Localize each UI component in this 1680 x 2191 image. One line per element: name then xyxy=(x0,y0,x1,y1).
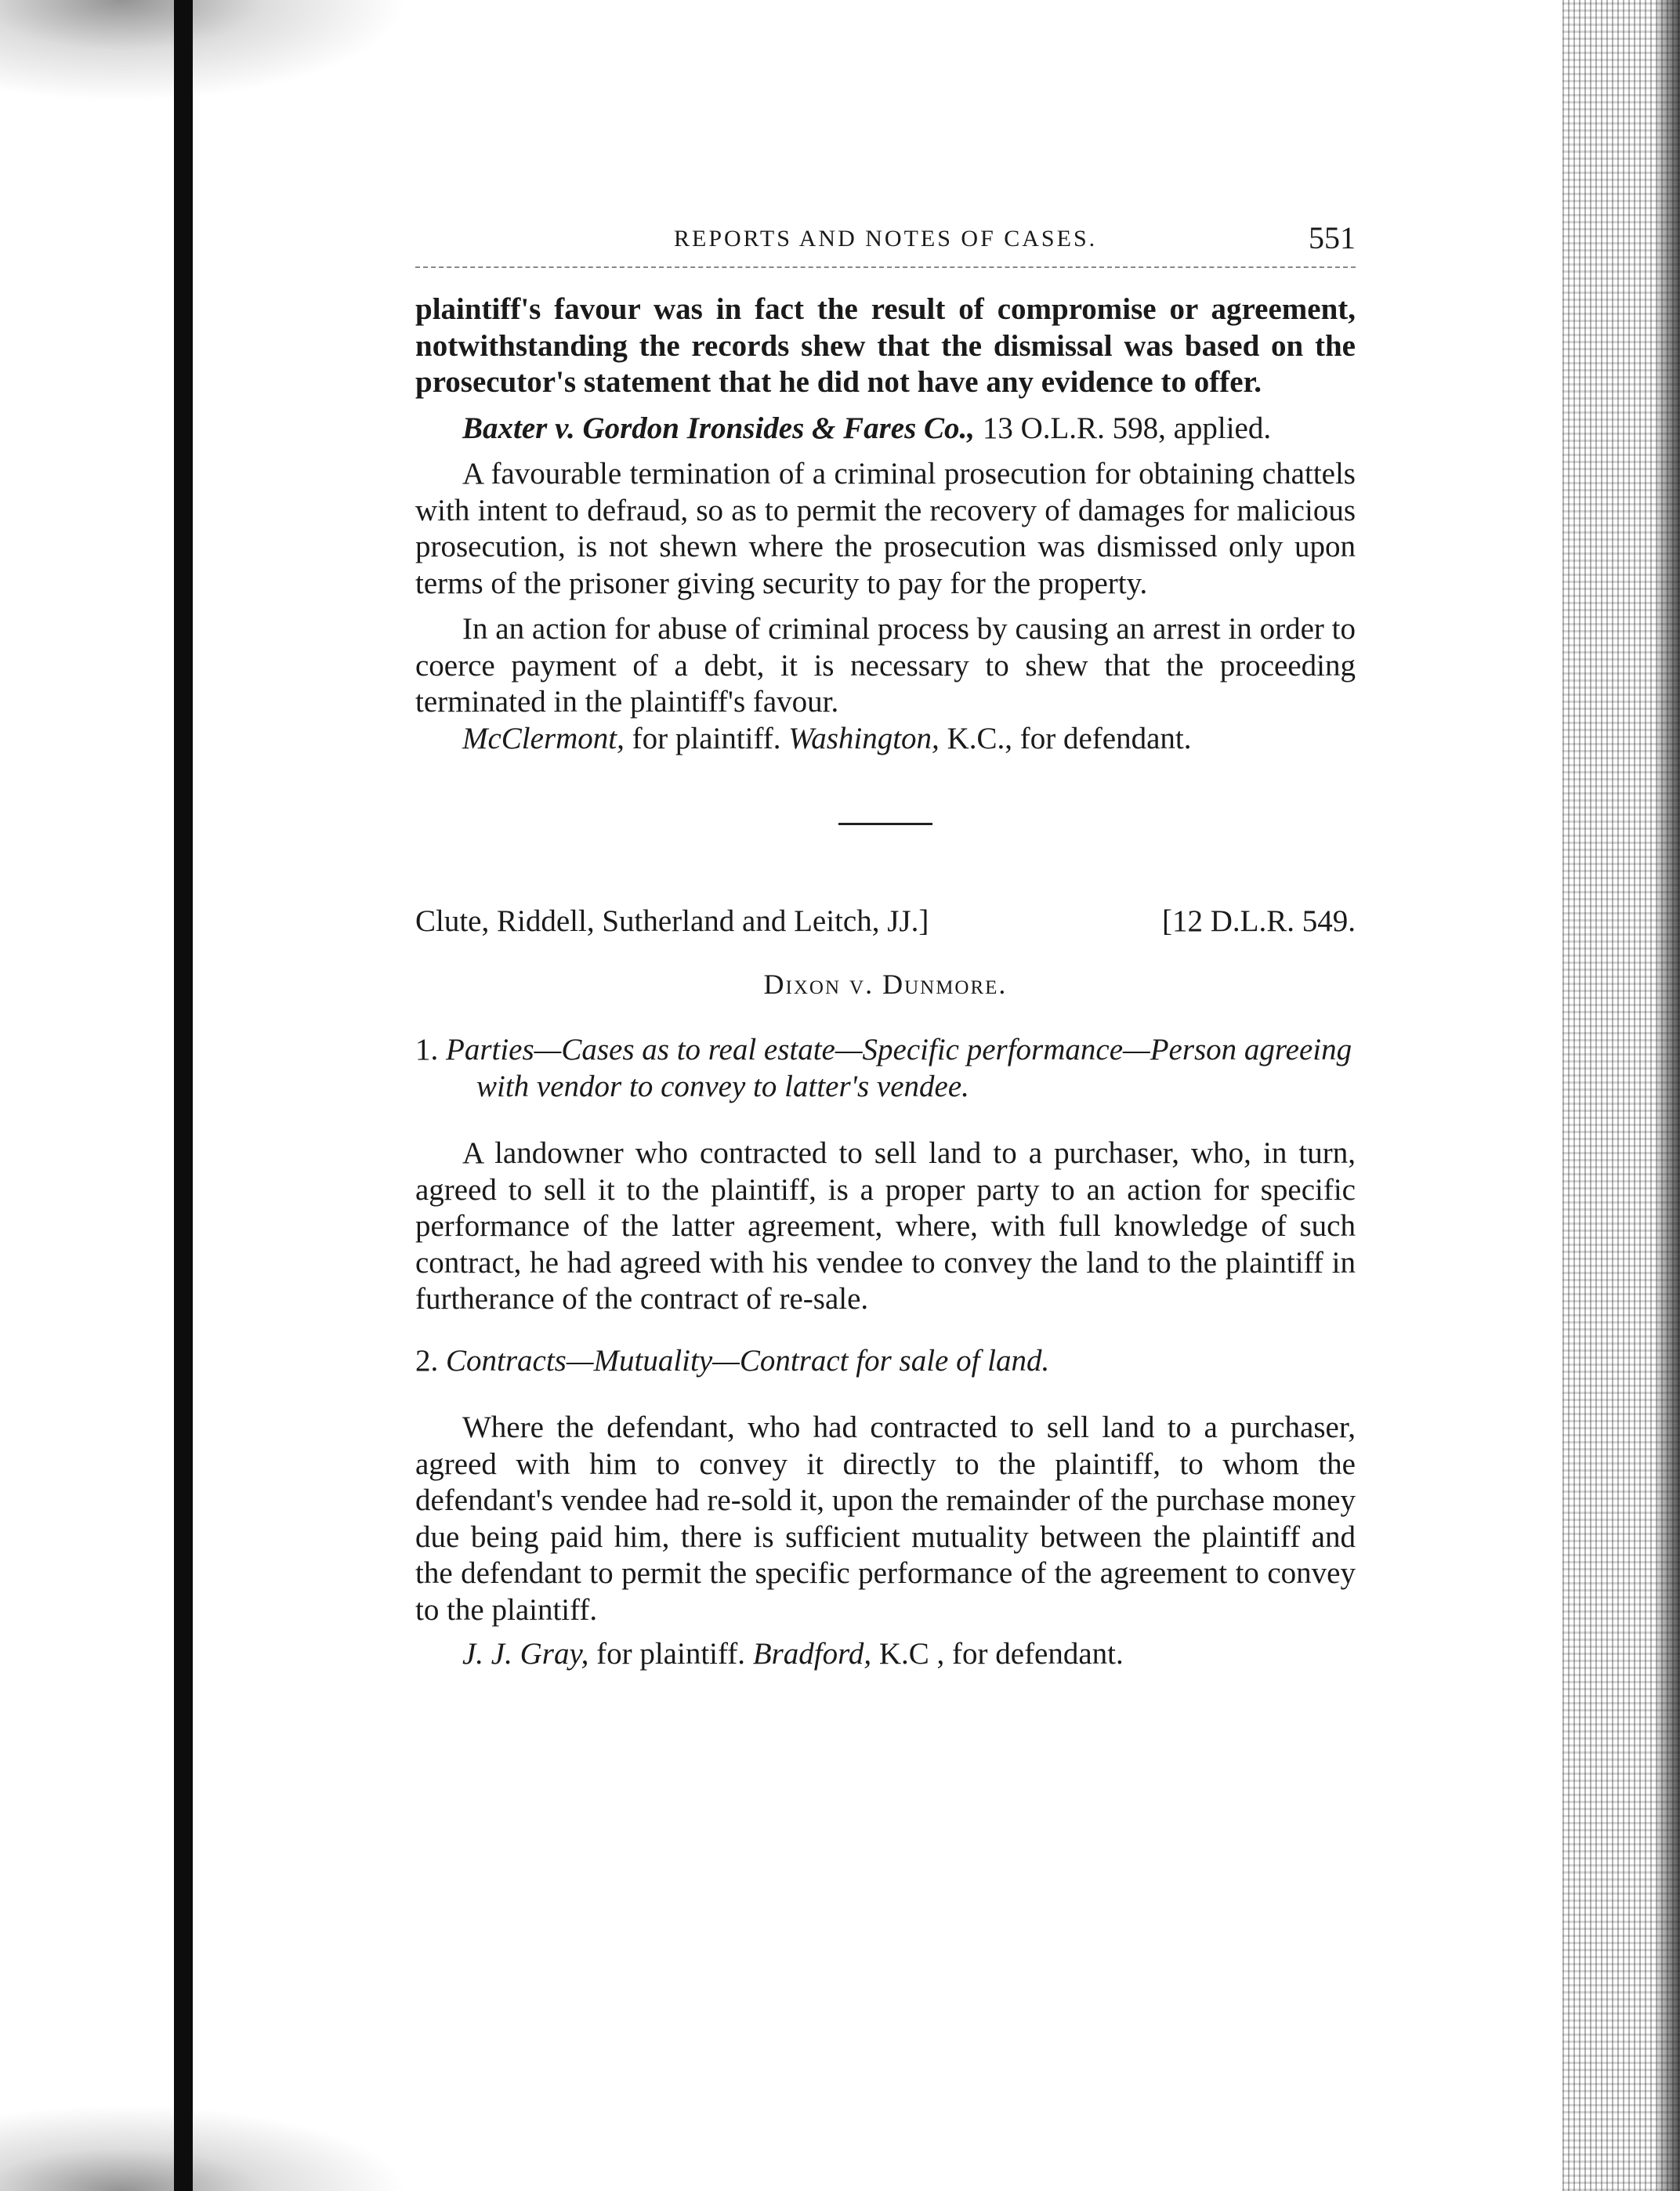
case1-counsel-defendant-role: K.C., for defendant. xyxy=(939,721,1192,755)
court-judges: Clute, Riddell, Sutherland and Leitch, JJ.] xyxy=(415,904,929,938)
page-number: 551 xyxy=(1309,220,1356,255)
headnote-2-heading xyxy=(415,1343,1356,1380)
case1-counsel-plaintiff: McClermont, xyxy=(462,721,625,755)
case2-counsel xyxy=(415,1636,1356,1673)
case-title: Dixon v. Dunmore. xyxy=(763,969,1008,1000)
case2-counsel-defendant: Bradford, xyxy=(752,1637,872,1671)
case1-counsel xyxy=(415,721,1356,758)
case2-counsel-defendant-role: K.C , for defendant. xyxy=(871,1637,1124,1671)
headnote-2-number: 2. xyxy=(415,1343,446,1378)
case2-counsel-plaintiff-role: for plaintiff. xyxy=(588,1637,753,1671)
scan-noise-top xyxy=(0,0,407,102)
running-head xyxy=(415,219,1356,268)
headnote-1-number: 1. xyxy=(415,1033,446,1067)
headnote-1-heading xyxy=(415,1032,1356,1105)
scan-noise-bottom xyxy=(0,2105,407,2191)
case1-paragraph-2: A favourable termination of a criminal prosecution for obtaining chattels with intent to defraud, so as to permit the recovery of damages for malicious prosecution, is not shewn where the prosecution was dismissed only upon terms of the prisoner giving security to pay for the property. xyxy=(415,457,1356,600)
court-line xyxy=(415,904,1356,941)
binding-shadow-line xyxy=(174,0,193,2191)
case1-paragraph-1: plaintiff's favour was in fact the result of compromise or agreement, notwithstanding the records shew that the dismissal was based on the prosecutor's statement that he did not have any evidence to offer. xyxy=(415,292,1356,399)
case1-citation-paragraph xyxy=(415,411,1356,447)
section-divider xyxy=(838,823,932,825)
case1-citation-detail: 13 O.L.R. 598, applied. xyxy=(975,411,1272,445)
case2-paragraph-1: A landowner who contracted to sell land to a purchaser, who, in turn, agreed to sell it to the plaintiff, is a proper party to an action for specific performance of the latter agreement, where, with full knowledge of such contract, he had agreed with his vendee to convey the land to the plaintiff in furtherance of the contract of re-sale. xyxy=(415,1136,1356,1316)
report-citation: [12 D.L.R. 549. xyxy=(1162,904,1356,938)
left-binding-margin xyxy=(0,0,196,2191)
running-head-title: REPORTS AND NOTES OF CASES. xyxy=(674,226,1098,252)
case1-cited-case: Baxter v. Gordon Ironsides & Fares Co., xyxy=(462,411,976,445)
case2-counsel-plaintiff: J. J. Gray, xyxy=(462,1637,589,1671)
case2-paragraph-2: Where the defendant, who had contracted to sell land to a purchaser, agreed with him to convey it directly to the plaintiff, to whom the defendant's vendee had re-sold it, upon the remainder of the purchase money due being paid him, there is sufficient mutuality between the plaintiff and the defendant to permit the specific performance of the agreement to convey to the plaintiff. xyxy=(415,1411,1356,1627)
case1-counsel-defendant: Washington, xyxy=(788,721,940,755)
headnote-2-text: Contracts—Mutuality—Contract for sale of land. xyxy=(446,1343,1050,1378)
case1-counsel-plaintiff-role: for plaintiff. xyxy=(624,721,789,755)
case1-paragraph-3: In an action for abuse of criminal process by causing an arrest in order to coerce payment of a debt, it is necessary to shew that the proceeding terminated in the plaintiff's favour. xyxy=(415,612,1356,719)
right-edge-shadow xyxy=(1656,0,1680,2191)
page-content xyxy=(415,219,1356,1704)
headnote-1-text: Parties—Cases as to real estate—Specific performance—Person agreeing with vendor to convey to latter's vendee. xyxy=(446,1033,1352,1103)
